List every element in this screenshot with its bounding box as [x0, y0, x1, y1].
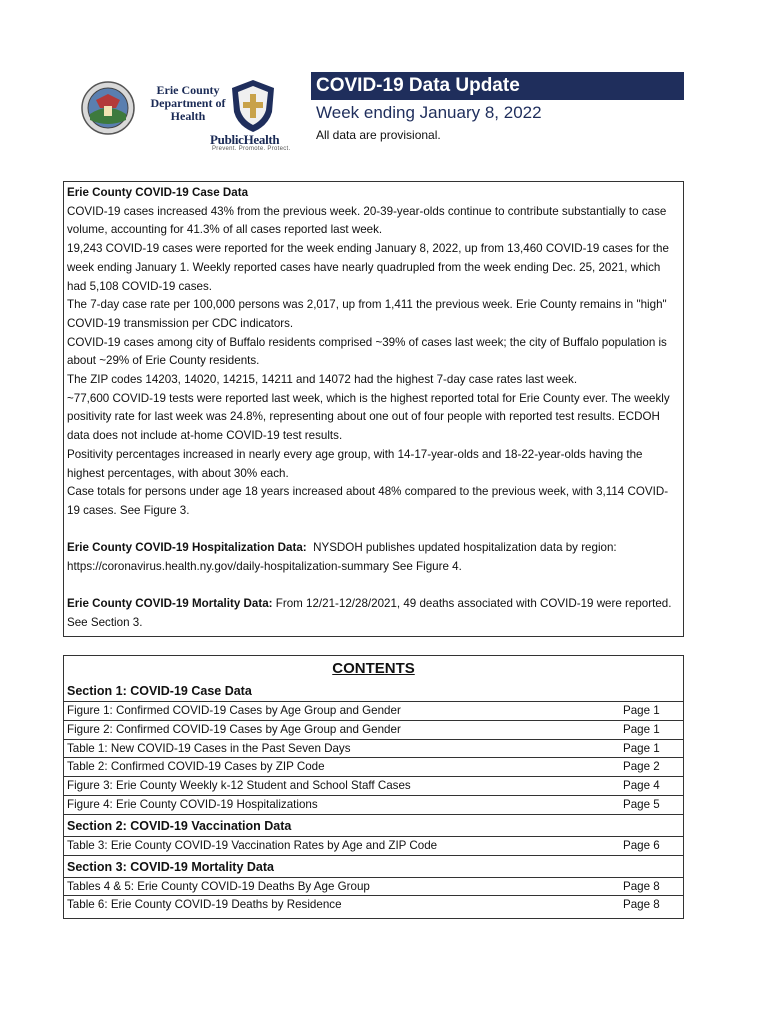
case-paragraph: COVID-19 cases among city of Buffalo residents comprised ~39% of cases last week; the city of Buffalo population is about ~29% of Erie County residents. [67, 335, 667, 368]
contents-table [63, 655, 684, 919]
hospitalization-text: NYSDOH publishes updated hospitalization data by region: https://coronavirus.health.ny.gov/daily-hospitalization-summary See Figure 4. [67, 541, 617, 574]
contents-item-page: Page 1 [623, 704, 660, 717]
contents-row[interactable] [64, 896, 683, 915]
public-health-shield-icon [230, 78, 276, 134]
contents-item-label: Figure 2: Confirmed COVID-19 Cases by Age Group and Gender [67, 722, 401, 736]
contents-item-label: Table 3: Erie County COVID-19 Vaccination Rates by Age and ZIP Code [67, 838, 438, 852]
case-paragraph: The ZIP codes 14203, 14020, 14215, 14211 and 14072 had the highest 7-day case rates last week. [67, 373, 578, 387]
case-paragraph: 19,243 COVID-19 cases were reported for the week ending January 8, 2022, up from 13,460 COVID-19 cases for the week ending January 1. Weekly reported cases have nearly quadrupled from the week ending Dec. 25, 2021, which had 5,108 COVID-19 cases. [67, 242, 669, 293]
public-health-wordmark: PublicHealth [210, 132, 280, 147]
org-name: Erie County Department of Health [150, 83, 226, 123]
contents-item-page: Page 8 [623, 898, 660, 912]
contents-item-label: Table 1: New COVID-19 Cases in the Past Seven Days [67, 741, 351, 755]
contents-item-page: Page 8 [623, 879, 660, 893]
section-heading: Section 1: COVID-19 Case Data [64, 680, 683, 702]
contents-title: CONTENTS [332, 660, 415, 677]
contents-row[interactable] [64, 796, 683, 815]
case-paragraph: Case totals for persons under age 18 years increased about 48% compared to the previous week, with 3,114 COVID-19 cases. See Figure 3. [67, 485, 669, 517]
contents-item-label: Figure 4: Erie County COVID-19 Hospitalizations [67, 797, 318, 811]
logo-block [78, 78, 308, 158]
contents-row[interactable] [64, 777, 683, 796]
contents-row[interactable] [64, 702, 683, 721]
contents-item-page: Page 6 [623, 838, 660, 852]
page-subtitle: Week ending January 8, 2022 [316, 103, 542, 122]
provisional-note: All data are provisional. [316, 128, 441, 142]
summary-box [63, 181, 684, 637]
case-paragraph: ~77,600 COVID-19 tests were reported last week, which is the highest reported total for Erie County ever. The weekly positivity rate for last week was 24.8%, representing about one out of four people with reported test results. ECDOH data does not include at-home COVID-19 test results. [67, 391, 670, 443]
section-heading: Section 3: COVID-19 Mortality Data [64, 856, 683, 878]
mortality-text: From 12/21-12/28/2021, 49 deaths associated with COVID-19 were reported. See Section 3. [67, 597, 672, 630]
public-health-tagline: Prevent. Promote. Protect. [212, 146, 291, 152]
contents-row[interactable] [64, 721, 683, 740]
contents-item-label: Table 2: Confirmed COVID-19 Cases by ZIP Code [67, 760, 325, 774]
mortality-heading: Erie County COVID-19 Mortality Data: [67, 597, 273, 611]
contents-item-page: Page 1 [623, 741, 660, 755]
contents-item-label: Figure 1: Confirmed COVID-19 Cases by Age Group and Gender [67, 704, 401, 717]
contents-item-label: Tables 4 & 5: Erie County COVID-19 Deaths By Age Group [67, 879, 370, 893]
case-heading: Erie County COVID-19 Case Data [67, 186, 249, 199]
case-paragraph: Positivity percentages increased in nearly every age group, with 14-17-year-olds and 18-22-year-olds having the highest percentages, with about 30% each. [67, 447, 643, 480]
case-paragraph: The 7-day case rate per 100,000 persons was 2,017, up from 1,411 the previous week. Erie County remains in "high" COVID-19 transmission per CDC indicators. [67, 298, 667, 330]
contents-item-label: Figure 3: Erie County Weekly k-12 Student and School Staff Cases [67, 779, 411, 793]
contents-item-page: Page 2 [623, 760, 660, 774]
contents-item-page: Page 4 [623, 779, 660, 793]
county-seal-icon [80, 80, 136, 136]
contents-row[interactable] [64, 740, 683, 759]
contents-item-page: Page 1 [623, 722, 660, 736]
contents-row[interactable] [64, 837, 683, 856]
contents-item-page: Page 5 [623, 797, 660, 811]
hospitalization-heading: Erie County COVID-19 Hospitalization Data: [67, 541, 307, 555]
section-heading: Section 2: COVID-19 Vaccination Data [64, 815, 683, 837]
hospitalization-paragraph [67, 539, 680, 576]
contents-item-label: Table 6: Erie County COVID-19 Deaths by Residence [67, 898, 342, 912]
contents-row[interactable] [64, 758, 683, 777]
mortality-paragraph [67, 595, 680, 632]
page-title: COVID-19 Data Update [311, 72, 684, 100]
contents-row[interactable] [64, 878, 683, 897]
case-paragraph: COVID-19 cases increased 43% from the previous week. 20-39-year-olds continue to contribute substantially to case volume, accounting for 41.3% of all cases reported last week. [67, 204, 667, 237]
